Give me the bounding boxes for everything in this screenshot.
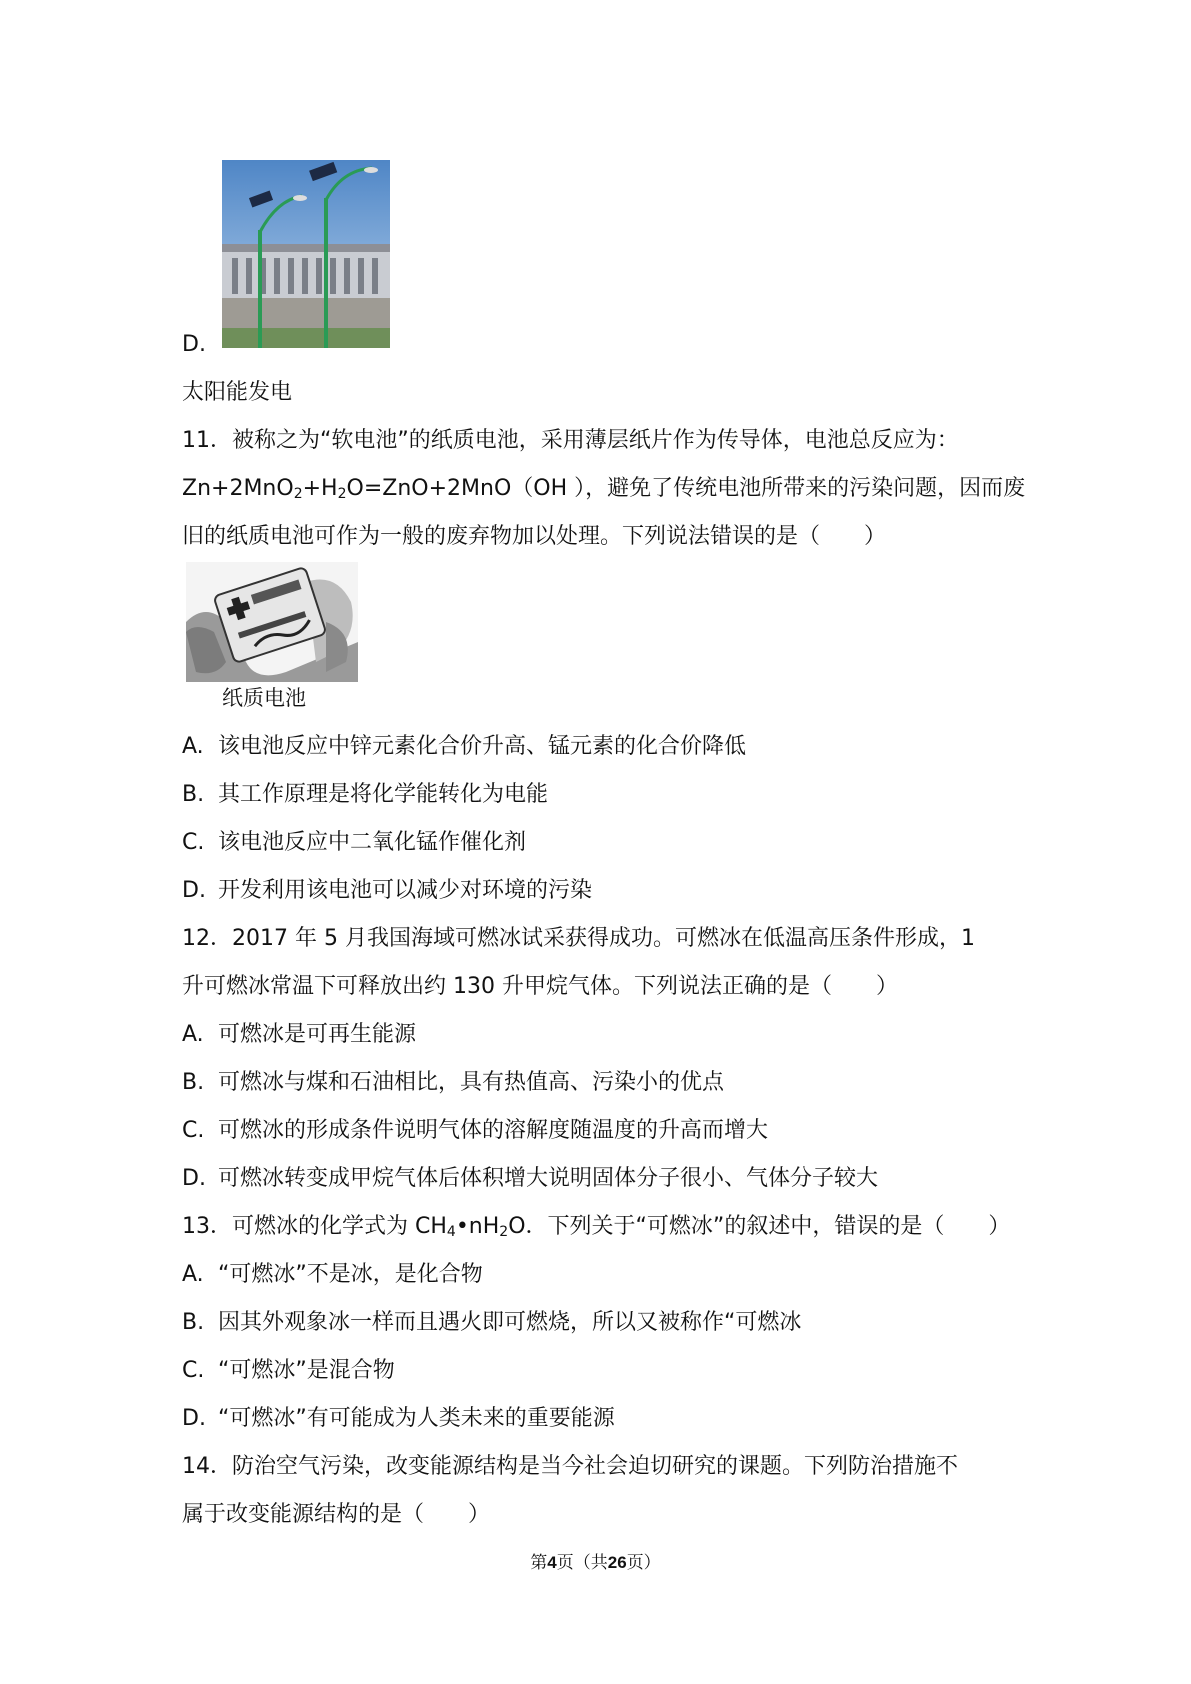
- current-page-number: 4: [547, 1553, 557, 1572]
- paper-battery-image: [186, 562, 358, 682]
- total-page-count: 26: [607, 1553, 627, 1572]
- question-12-option-c: C. 可燃冰的形成条件说明气体的溶解度随温度的升高而增大: [182, 1118, 769, 1143]
- question-13-option-d: D. “可燃冰”有可能成为人类未来的重要能源: [182, 1406, 615, 1431]
- question-13-option-b: B. 因其外观象冰一样而且遇火即可燃烧，所以又被称作“可燃冰: [182, 1310, 802, 1335]
- question-13-option-a: A. “可燃冰”不是冰，是化合物: [182, 1262, 483, 1287]
- question-11-stem-line-3: 旧的纸质电池可作为一般的废弃物加以处理。下列说法错误的是（ ）: [182, 524, 887, 549]
- question-12-option-a: A. 可燃冰是可再生能源: [182, 1022, 417, 1047]
- question-11-stem-line-2: $Zn+2MnO_2+H_2O=ZnO+2MnO(OH$ ），避免了传统电池所带来的污染问题，因而废: [182, 476, 1026, 502]
- question-11-option-d: D. 开发利用该电池可以减少对环境的污染: [182, 878, 593, 903]
- page-footer: 第4页（共26页）: [530, 1553, 661, 1573]
- question-12-option-d: D. 可燃冰转变成甲烷气体后体积增大说明固体分子很小、气体分子较大: [182, 1166, 879, 1191]
- question-11-option-a: A. 该电池反应中锌元素化合价升高、锰元素的化合价降低: [182, 734, 747, 759]
- question-11-stem-line-1: 11．被称之为“软电池”的纸质电池，采用薄层纸片作为传导体，电池总反应为：: [182, 428, 959, 453]
- question-14-stem-line-1: 14．防治空气污染，改变能源结构是当今社会迫切研究的课题。下列防治措施不: [182, 1454, 958, 1479]
- question-11-option-b: B. 其工作原理是将化学能转化为电能: [182, 782, 549, 807]
- question-13-option-c: C. “可燃冰”是混合物: [182, 1358, 395, 1383]
- question-13-stem: 13．可燃冰的化学式为 $CH_4•nH_2O$．下列关于“可燃冰”的叙述中，错误的是（ ）: [182, 1214, 1011, 1240]
- prev-option-d-letter: D.: [182, 332, 206, 357]
- question-12-stem-line-1: 12．2017 年 5 月我国海域可燃冰试采获得成功。可燃冰在低温高压条件形成，1: [182, 926, 975, 951]
- question-12-stem-line-2: 升可燃冰常温下可释放出约 130 升甲烷气体。下列说法正确的是（ ）: [182, 974, 898, 999]
- question-12-option-b: B. 可燃冰与煤和石油相比，具有热值高、污染小的优点: [182, 1070, 725, 1095]
- solar-power-caption: 太阳能发电: [182, 380, 293, 405]
- solar-street-light-image: [222, 160, 390, 348]
- paper-battery-caption: 纸质电池: [222, 686, 306, 710]
- question-11-option-c: C. 该电池反应中二氧化锰作催化剂: [182, 830, 527, 855]
- question-14-stem-line-2: 属于改变能源结构的是（ ）: [182, 1502, 491, 1527]
